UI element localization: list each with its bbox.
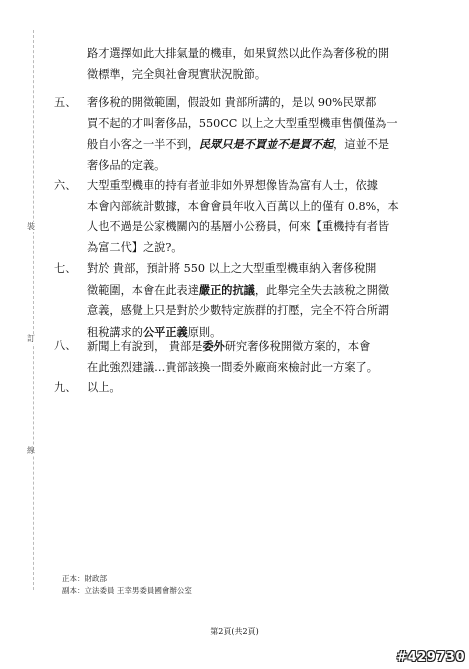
margin-mark-bind: 裝	[27, 222, 35, 231]
text-run: 意義，感覺上只是對於少數特定族群的打壓，完全不符合所謂	[87, 304, 390, 317]
item-line	[87, 280, 427, 302]
item-line	[87, 238, 427, 259]
text-run: 新聞上有說到， 貴部是	[87, 340, 203, 353]
item-line	[87, 336, 427, 358]
text-run: 對於 貴部，預計將 550 以上之大型重型機車納入奢侈稅開	[87, 262, 377, 275]
text-run: 本會內部統計數據，本會會員年收入百萬以上的僅有 0.8%，本	[87, 199, 399, 213]
emphasis-text: 委外	[202, 339, 225, 353]
text-run: ，此舉完全失去該稅之開徵	[254, 283, 390, 297]
text-run: 為富二代】之說?。	[87, 240, 183, 254]
text-run: 在此強烈建議…貴部該換一間委外廠商來檢討此一方案了。	[87, 360, 378, 374]
emphasis-text: 嚴正的抗議	[198, 282, 255, 297]
text-run: ，這並不是	[333, 138, 390, 151]
main-recipient: 正本：財政部	[62, 574, 107, 583]
text-run: 租稅講求的	[87, 325, 143, 339]
item-line	[87, 259, 427, 280]
text-run: 買不起的才叫奢侈品，550CC 以上之大型重型機車售價僅為一	[87, 116, 398, 130]
cc-block	[62, 573, 192, 597]
page-number: 第2頁(共2頁)	[210, 627, 259, 636]
item-line	[87, 156, 427, 177]
item-number: 八、	[54, 339, 77, 352]
text-run: 人也不過是公家機關內的基層小公務員，何來【重機持有者皆	[87, 220, 390, 233]
binding-margin-line	[33, 30, 34, 590]
text-run: 原則。	[187, 325, 222, 339]
item-body	[87, 176, 427, 258]
margin-mark-line: 線	[27, 446, 35, 455]
copy-recipient: 副本：立法委員 王幸男委員國會辦公室	[62, 586, 192, 595]
text-run: 大型重型機車的持有者並非如外界想像皆為富有人士，依據	[87, 179, 378, 192]
item-line	[87, 176, 427, 197]
text-run: 奢侈稅的開徵範圍，假設如 貴部所講的，是以 90%民眾都	[87, 96, 377, 109]
item-line	[87, 134, 427, 156]
item-number: 五、	[54, 96, 77, 109]
image-id-watermark: #429730	[396, 650, 465, 665]
item-number: 七、	[54, 262, 77, 275]
item-line	[87, 301, 427, 322]
text-run: 以上。	[87, 381, 121, 394]
item-line	[87, 197, 427, 218]
text-run: 研究奢侈稅開徵方案的，本會	[224, 340, 371, 353]
item-body	[87, 93, 427, 176]
item-line	[87, 217, 427, 238]
item-line	[87, 378, 427, 399]
text-run: 般自小客之一半不到，	[87, 138, 199, 151]
item-line	[87, 358, 427, 379]
text-run: 奢侈品的定義。	[87, 158, 166, 172]
continuation-text	[87, 44, 389, 85]
item-line	[87, 93, 427, 114]
emphasis-text: 民眾只是不買並不是買不起	[198, 137, 334, 151]
margin-mark-staple: 訂	[27, 334, 35, 343]
item-body	[87, 378, 427, 399]
item-number: 九、	[54, 381, 77, 394]
text-run: 徵範圍，本會在此表達	[87, 283, 199, 297]
item-number: 六、	[54, 179, 77, 192]
item-line	[87, 114, 427, 135]
continuation-line: 路才選擇如此大排氣量的機車，如果貿然以此作為奢侈稅的開	[87, 47, 390, 60]
item-body	[87, 259, 427, 343]
emphasis-text: 公平正義	[142, 324, 188, 339]
continuation-line: 徵標準，完全與社會現實狀況脫節。	[87, 67, 267, 81]
item-body	[87, 336, 427, 378]
